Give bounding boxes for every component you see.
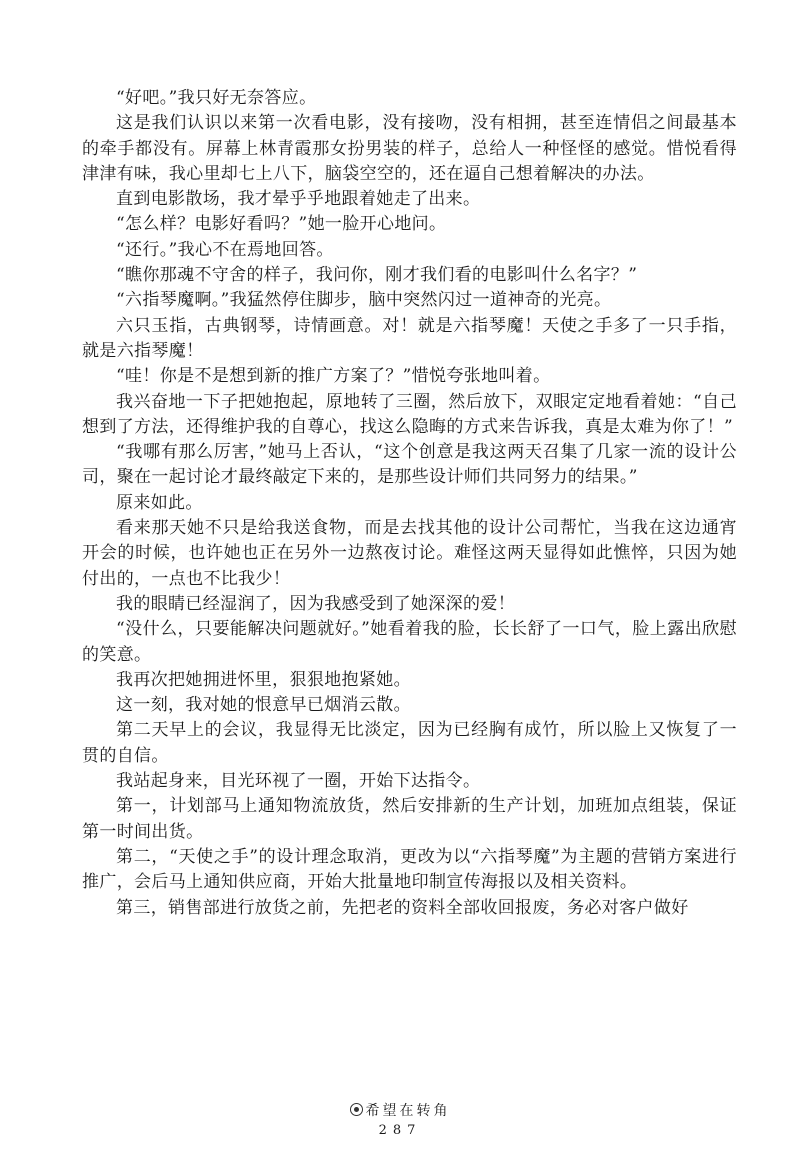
paragraph: “没什么，只要能解决问题就好。”她看着我的脸，长长舒了一口气，脸上露出欣慰的笑意。 [82, 619, 737, 665]
page-number: 287 [378, 1123, 422, 1138]
paragraph: 六只玉指，古典钢琴，诗情画意。对！就是六指琴魔！天使之手多了一只手指，就是六指琴魔！ [82, 315, 737, 361]
paragraph: 我的眼睛已经湿润了，因为我感受到了她深深的爱！ [116, 593, 516, 614]
paragraph: “好吧。”我只好无奈答应。 [116, 88, 317, 108]
book-title: 希望在转角 [365, 1103, 451, 1119]
paragraph: “六指琴魔啊。”我猛然停住脚步，脑中突然闪过一道神奇的光亮。 [116, 290, 612, 311]
paragraph: “瞧你那魂不守舍的样子，我问你，刚才我们看的电影叫什么名字？” [116, 265, 638, 286]
paragraph: 这是我们认识以来第一次看电影，没有接吻，没有相拥，甚至连情侣之间最基本的牵手都没有。屏幕上林青霞那女扮男装的样子，总给人一种怪怪的感觉。惜悦看得津津有味，我心里却七上八下，脑袋空空的，还在逼自己想着解决的办法。 [82, 113, 737, 184]
page-footer [0, 1102, 800, 1140]
paragraph: “还行。”我心不在焉地回答。 [116, 239, 334, 260]
paragraph: 第一，计划部马上通知物流放货，然后安排新的生产计划，加班加点组装，保证第一时间出货。 [82, 796, 737, 842]
paragraph: 我兴奋地一下子把她抱起，原地转了三圈，然后放下，双眼定定地看着她：“自己想到了方法，还得维护我的自尊心，找这么隐晦的方式来告诉我，真是太难为你了！” [82, 391, 737, 437]
paragraph: 这一刻，我对她的恨意早已烟消云散。 [116, 695, 411, 716]
paragraph: “怎么样？电影好看吗？”她一脸开心地问。 [116, 214, 447, 235]
paragraph: 原来如此。 [116, 492, 203, 513]
paragraph: 第二天早上的会议，我显得无比淡定，因为已经胸有成竹，所以脸上又恢复了一贯的自信。 [82, 720, 737, 766]
book-emblem-icon [350, 1103, 363, 1116]
paragraph: “哇！你是不是想到新的推广方案了？”惜悦夸张地叫着。 [116, 366, 551, 387]
paragraph: 直到电影散场，我才晕乎乎地跟着她走了出来。 [116, 189, 481, 210]
body-text [82, 86, 737, 921]
paragraph: 我站起身来，目光环视了一圈，开始下达指令。 [116, 771, 481, 792]
paragraph: “我哪有那么厉害，”她马上否认，“这个创意是我这两天召集了几家一流的设计公司，聚在一起讨论才最终敲定下来的，是那些设计师们共同努力的结果。” [82, 442, 737, 488]
paragraph: 我再次把她拥进怀里，狠狠地抱紧她。 [116, 669, 411, 690]
paragraph: 第二，“天使之手”的设计理念取消，更改为以“六指琴魔”为主题的营销方案进行推广，会后马上通知供应商，开始大批量地印制宣传海报以及相关资料。 [82, 846, 737, 893]
paragraph: 第三，销售部进行放货之前，先把老的资料全部收回报废，务必对客户做好 [116, 897, 689, 918]
running-footer [0, 1102, 800, 1120]
paragraph: 看来那天她不只是给我送食物，而是去找其他的设计公司帮忙，当我在这边通宵开会的时候，也许她也正在另外一边熬夜讨论。难怪这两天显得如此憔悴，只因为她付出的，一点也不比我少！ [82, 518, 737, 589]
